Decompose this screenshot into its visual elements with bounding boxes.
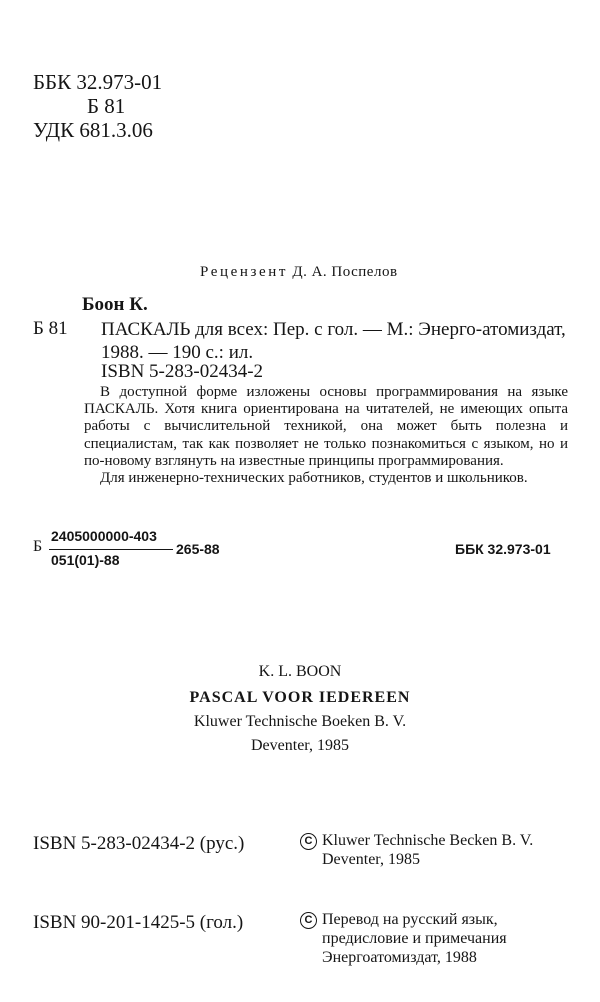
audience-paragraph: Для инженерно-технических работников, студентов и школьников. — [100, 470, 528, 487]
copyright-original-line1: Kluwer Technische Becken B. V. — [322, 832, 534, 849]
isbn-dutch: ISBN 90-201-1425-5 (гол.) — [33, 912, 244, 933]
bbk-code-bottom: ББК 32.973-01 — [455, 541, 551, 557]
original-author: K. L. BOON — [258, 663, 342, 680]
bib-code-prefix: Б — [33, 538, 43, 555]
book-title-line: ПАСКАЛЬ для всех: Пер. с гол. — М.: Энерго-атомиздат, 1988. — 190 с.: ил. — [101, 319, 566, 363]
bib-code-numerator: 2405000000-403 — [51, 528, 157, 544]
price-code: 265-88 — [176, 541, 220, 557]
copyright-icon: C — [300, 833, 317, 850]
author-name: Боон К. — [82, 294, 148, 315]
book-isbn: ISBN 5-283-02434-2 — [101, 361, 264, 382]
original-place-year: Deventer, 1985 — [251, 737, 349, 754]
udk-code: УДК 681.3.06 — [33, 118, 153, 142]
book-code: Б 81 — [33, 318, 68, 339]
copyright-translation-line2: предисловие и примечания — [322, 930, 507, 947]
copyright-original — [300, 831, 533, 869]
bbk-code: ББК 32.973-01 — [33, 70, 163, 94]
isbn-russian: ISBN 5-283-02434-2 (рус.) — [33, 833, 245, 854]
bib-code-denominator: 051(01)-88 — [51, 552, 120, 568]
copyright-icon: C — [300, 912, 317, 929]
copyright-translation — [300, 910, 507, 967]
original-title: PASCAL VOOR IEDEREEN — [189, 689, 411, 706]
description — [84, 384, 568, 487]
reviewer-label: Рецензент — [200, 264, 289, 280]
classification-block — [33, 70, 162, 142]
description-paragraph: В доступной форме изложены основы программирования на языке ПАСКАЛЬ. Хотя книга ориентирована на читателей, не имеющих опыта работы с вычислительной техникой, она может быть полезна и специалистам, так как позволяет не только познакомиться с языком, но и по-новому взглянуть на известные принципы программирования. — [84, 384, 568, 469]
copyright-translation-line3: Энергоатомиздат, 1988 — [322, 949, 477, 966]
original-publisher: Kluwer Technische Boeken B. V. — [193, 713, 407, 730]
reviewer-line — [200, 264, 398, 281]
copyright-original-line2: Deventer, 1985 — [322, 851, 420, 868]
fraction-divider — [49, 549, 173, 550]
copyright-translation-line1: Перевод на русский язык, — [322, 911, 498, 928]
author-mark: Б 81 — [87, 94, 126, 118]
reviewer-name: Д. А. Поспелов — [292, 264, 398, 280]
